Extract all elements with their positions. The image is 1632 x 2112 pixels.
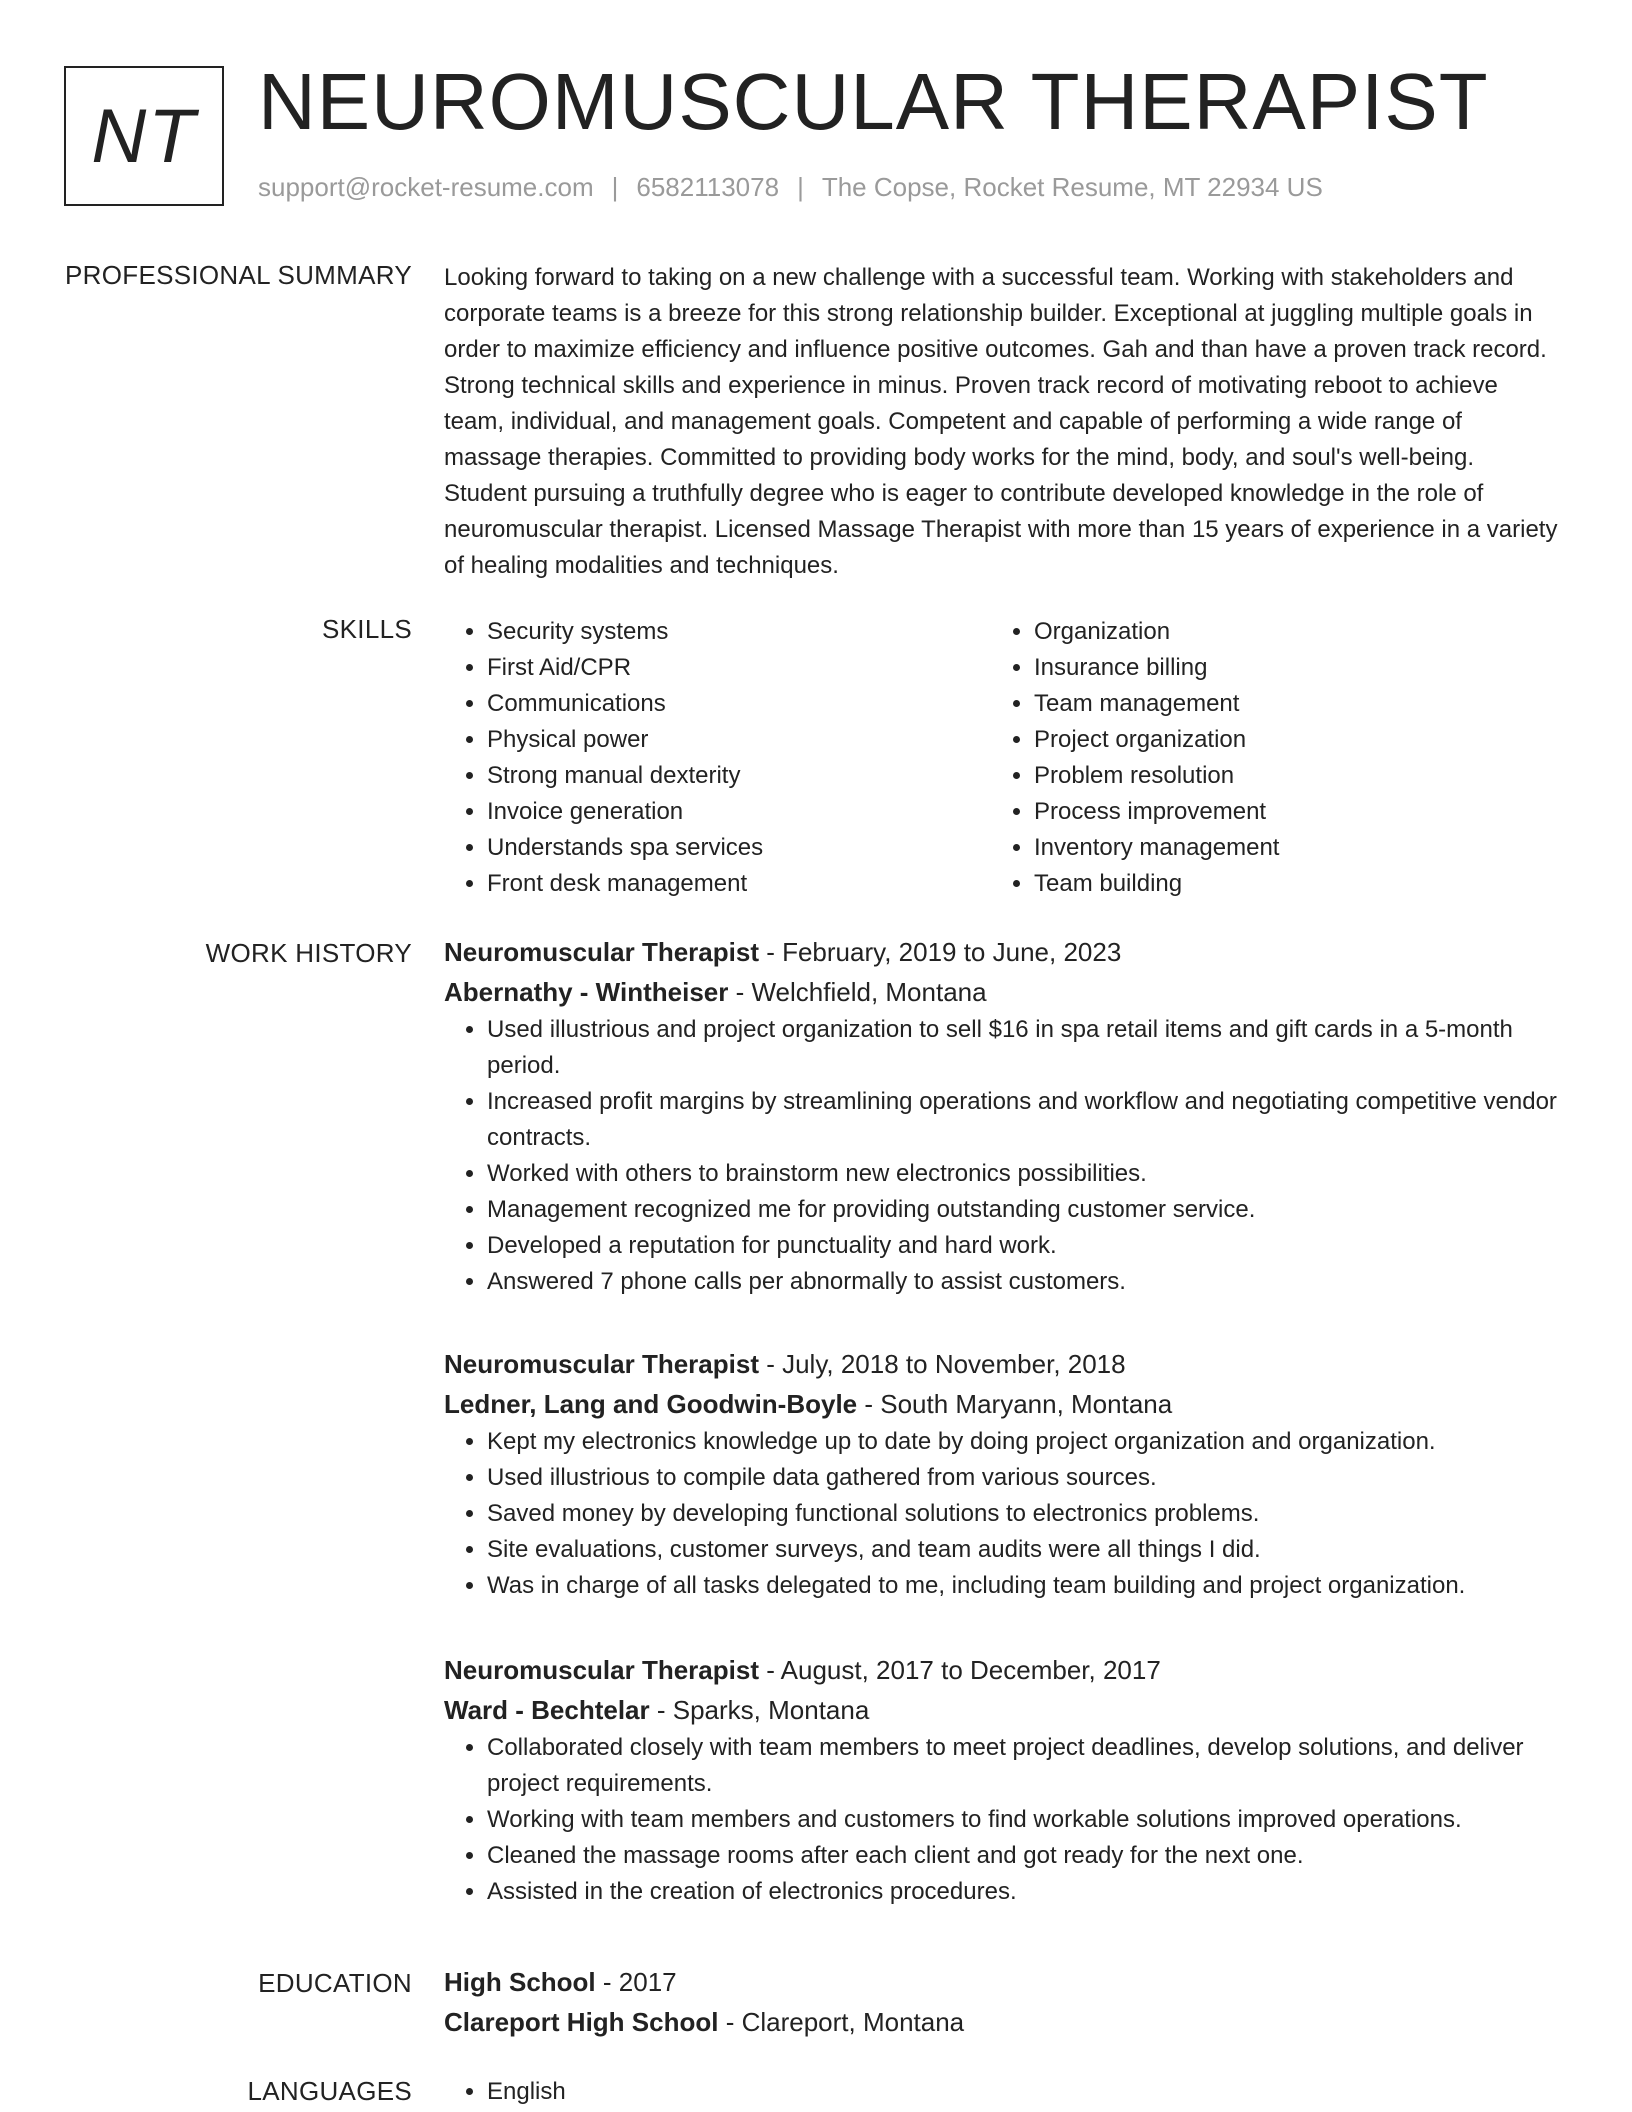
skills-list-left (444, 614, 991, 902)
education-degree: High School (444, 1967, 596, 1997)
skill-item: • Organization (1034, 614, 1538, 650)
job-company: Ward - Bechtelar (444, 1695, 650, 1725)
contact-address: The Copse, Rocket Resume, MT 22934 US (821, 172, 1323, 202)
education-body (444, 1962, 1559, 2042)
contact-phone[interactable]: 6582113078 (636, 172, 780, 202)
job-bullet: • Saved money by developing functional solutions to electronics problems. (487, 1496, 1559, 1532)
monogram-logo: NT (64, 66, 224, 206)
job-company-line (444, 1690, 1559, 1730)
skill-item: • Strong manual dexterity (487, 758, 991, 794)
skill-item: • Front desk management (487, 866, 991, 902)
job-title-line (444, 1344, 1559, 1384)
languages-body (444, 2074, 1559, 2110)
summary-text: Looking forward to taking on a new challenge with a successful team. Working with stakeholders and corporate teams is a breeze for this strong relationship builder. Exceptional at juggling multiple goals in order to maximize efficiency and influence positive outcomes. Gah and than have a proven track record. Strong technical skills and experience in minus. Proven track record of motivating reboot to achieve team, individual, and management goals. Competent and capable of performing a wide range of massage therapies. Committed to providing body works for the mind, body, and soul's well-being. Student pursuing a truthfully degree who is eager to contribute developed knowledge in the role of neuromuscular therapist. Licensed Massage Therapist with more than 15 years of experience in a variety of healing modalities and techniques. (444, 264, 1558, 579)
work-history-heading: WORK HISTORY (205, 938, 412, 968)
education-year: - 2017 (595, 1967, 677, 1997)
skill-item: • Insurance billing (1034, 650, 1538, 686)
job-bullet: • Management recognized me for providing outstanding customer service. (487, 1192, 1559, 1228)
job-company: Abernathy - Wintheiser (444, 977, 729, 1007)
skill-item: • First Aid/CPR (487, 650, 991, 686)
job-entry (444, 1650, 1559, 1910)
job-bullet: • Site evaluations, customer surveys, and team audits were all things I did. (487, 1532, 1559, 1568)
job-bullet: • Used illustrious and project organization to sell $16 in spa retail items and gift cards in a 5-month period. (487, 1012, 1559, 1084)
job-bullet: • Increased profit margins by streamlining operations and workflow and negotiating competitive vendor contracts. (487, 1084, 1559, 1156)
contact-email[interactable]: support@rocket-resume.com (258, 172, 594, 202)
job-bullet: • Kept my electronics knowledge up to date by doing project organization and organization. (487, 1424, 1559, 1460)
job-bullet: • Was in charge of all tasks delegated to me, including team building and project organization. (487, 1568, 1559, 1604)
job-title: Neuromuscular Therapist (444, 1349, 759, 1379)
summary-heading: PROFESSIONAL SUMMARY (65, 260, 412, 290)
contact-separator: | (797, 172, 804, 202)
job-bullet: • Working with team members and customers to find workable solutions improved operations. (487, 1802, 1559, 1838)
skill-item: • Physical power (487, 722, 991, 758)
job-location: - Welchfield, Montana (728, 977, 987, 1007)
job-entry (444, 932, 1559, 1300)
contact-separator: | (611, 172, 619, 202)
job-bullet: • Answered 7 phone calls per abnormally to assist customers. (487, 1264, 1559, 1300)
skills-grid (444, 614, 1559, 902)
summary-body (444, 260, 1559, 584)
job-dates: - July, 2018 to November, 2018 (758, 1349, 1126, 1379)
education-school: Clareport High School (444, 2007, 719, 2037)
job-title: Neuromuscular Therapist (444, 1655, 759, 1685)
job-bullets (444, 1424, 1559, 1604)
job-bullet: • Assisted in the creation of electronics procedures. (487, 1874, 1559, 1910)
education-school-line (444, 2002, 1559, 2042)
languages-list (444, 2074, 1559, 2110)
languages-heading: LANGUAGES (247, 2076, 412, 2106)
job-location: - South Maryann, Montana (857, 1389, 1173, 1419)
job-title: Neuromuscular Therapist (444, 937, 759, 967)
job-dates: - August, 2017 to December, 2017 (758, 1655, 1161, 1685)
contact-line (258, 172, 1323, 203)
skill-item: • Team building (1034, 866, 1538, 902)
language-item: • English (487, 2074, 1559, 2110)
skill-item: • Problem resolution (1034, 758, 1538, 794)
skills-heading: SKILLS (322, 614, 412, 644)
skill-item: • Team management (1034, 686, 1538, 722)
job-location: - Sparks, Montana (649, 1695, 870, 1725)
skill-item: • Invoice generation (487, 794, 991, 830)
job-company-line (444, 972, 1559, 1012)
job-bullet: • Worked with others to brainstorm new electronics possibilities. (487, 1156, 1559, 1192)
skills-list-right (991, 614, 1538, 902)
education-degree-line (444, 1962, 1559, 2002)
job-bullets (444, 1012, 1559, 1300)
education-heading: EDUCATION (258, 1968, 412, 1998)
job-bullet: • Used illustrious to compile data gathered from various sources. (487, 1460, 1559, 1496)
job-company-line (444, 1384, 1559, 1424)
skill-item: • Process improvement (1034, 794, 1538, 830)
job-bullet: • Cleaned the massage rooms after each client and got ready for the next one. (487, 1838, 1559, 1874)
skill-item: • Project organization (1034, 722, 1538, 758)
job-bullet: • Collaborated closely with team members to meet project deadlines, develop solutions, and deliver project requirements. (487, 1730, 1559, 1802)
skill-item: • Security systems (487, 614, 991, 650)
job-dates: - February, 2019 to June, 2023 (758, 937, 1122, 967)
education-location: - Clareport, Montana (718, 2007, 965, 2037)
resume-title: NEUROMUSCULAR THERAPIST (258, 57, 1489, 146)
skill-item: • Understands spa services (487, 830, 991, 866)
job-title-line (444, 1650, 1559, 1690)
job-bullets (444, 1730, 1559, 1910)
job-company: Ledner, Lang and Goodwin-Boyle (444, 1389, 858, 1419)
skill-item: • Communications (487, 686, 991, 722)
job-entry (444, 1344, 1559, 1604)
job-title-line (444, 932, 1559, 972)
job-bullet: • Developed a reputation for punctuality and hard work. (487, 1228, 1559, 1264)
skill-item: • Inventory management (1034, 830, 1538, 866)
